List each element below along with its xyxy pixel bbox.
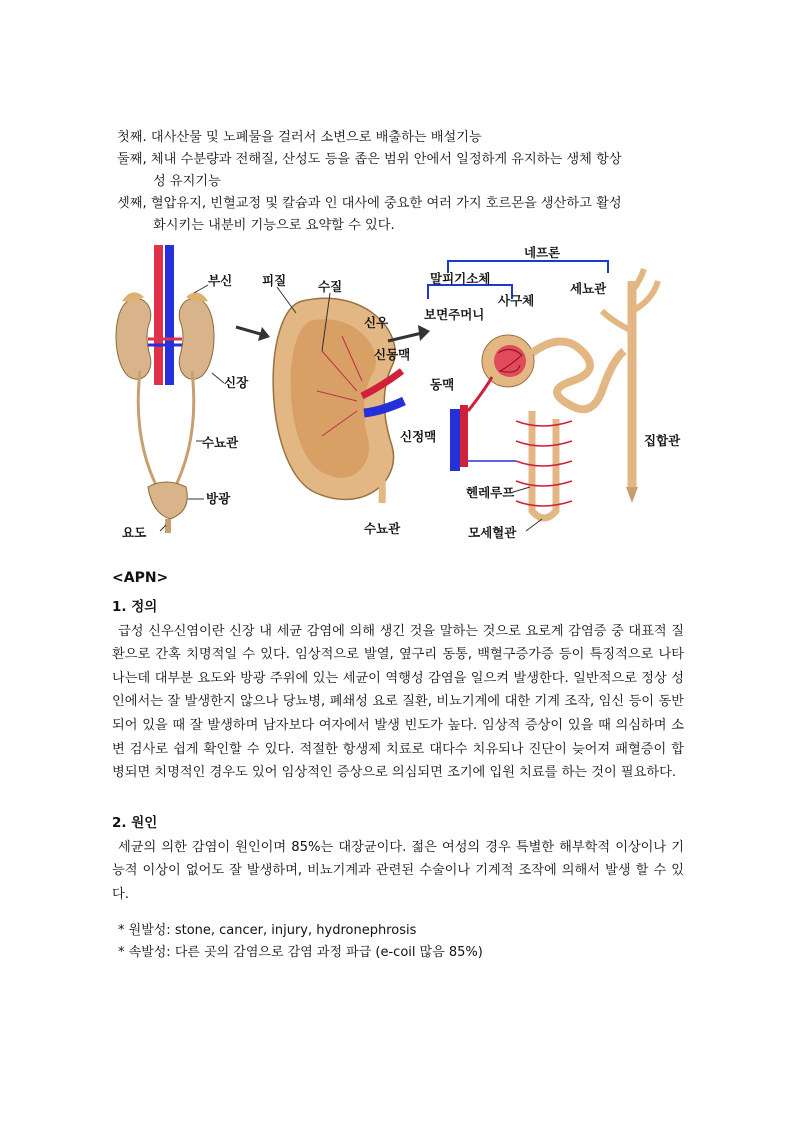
label-artery: 동맥 <box>430 377 455 392</box>
label-malpighian: 말피기소체 <box>430 271 491 286</box>
henle-loop-shape <box>532 411 556 518</box>
apn-title: <APN> <box>112 570 169 586</box>
intro-line-2: 둘째, 체내 수분량과 전해질, 산성도 등을 좁은 범위 안에서 일정하게 유지하는 생체 항상 <box>117 152 622 167</box>
bullet-primary: * 원발성: stone, cancer, injury, hydronephrosis <box>118 923 417 938</box>
label-capillary: 모세혈관 <box>468 525 517 540</box>
label-renal-vein: 신정맥 <box>400 429 437 444</box>
left-kidney-shape <box>116 299 151 380</box>
label-nephron: 네프론 <box>524 245 561 260</box>
label-renal-artery: 신동맥 <box>374 347 411 362</box>
section-cause <box>112 812 684 906</box>
capillary-network <box>516 421 572 506</box>
label-kidney: 신장 <box>224 375 249 390</box>
right-ureter-line <box>172 371 194 493</box>
label-urethra: 요도 <box>122 525 147 540</box>
label-cortex: 피질 <box>262 273 287 288</box>
vena-cava-shape <box>165 245 174 385</box>
intro-line-1: 첫째. 대사산물 및 노폐물을 걸러서 소변으로 배출하는 배설기능 <box>117 130 482 145</box>
kidney-diagram <box>112 241 692 545</box>
label-glomerulus: 사구체 <box>498 293 535 308</box>
urinary-system-illustration <box>116 245 249 540</box>
urethra-shape <box>165 519 171 533</box>
label-adrenal: 부신 <box>208 273 233 288</box>
arrow-1-shape <box>236 327 264 335</box>
nephron-illustration <box>423 245 681 540</box>
bullet-secondary: * 속발성: 다른 곳의 감염으로 감염 과정 파급 (e-coil 많음 85%) <box>118 945 483 960</box>
label-henle: 헨레루프 <box>466 485 515 500</box>
right-kidney-shape <box>179 299 214 380</box>
arrow-2-shape <box>388 333 422 341</box>
kidney-anatomy-figure <box>112 241 692 545</box>
artery-red-shape <box>460 405 468 467</box>
section-2-heading: 2. 원인 <box>112 815 158 831</box>
intro-line-3: 셋째, 혈압유지, 빈혈교정 및 칼슘과 인 대사에 중요한 여러 가지 호르몬을 생산하고 활성 <box>117 196 622 211</box>
section-definition <box>112 596 684 785</box>
intro-paragraph <box>117 127 677 237</box>
kidney-section-illustration <box>262 273 436 536</box>
section-2-body: 세균의 의한 감염이 원인이며 85%는 대장균이다. 젊은 여성의 경우 특별한 해부학적 이상이나 기능적 이상이 없어도 잘 발생하며, 비뇨기계과 관련된 수술이나 기계적 조작에 의해서 발생 할 수 있다. <box>112 839 684 902</box>
label-medulla: 수질 <box>318 279 343 294</box>
label-collecting-duct: 집합관 <box>644 433 681 448</box>
label-renal-pelvis: 신우 <box>364 315 389 330</box>
aorta-shape <box>154 245 163 385</box>
left-ureter-line <box>138 371 160 493</box>
label-bladder: 방광 <box>206 491 231 506</box>
section-1-body: 급성 신우신염이란 신장 내 세균 감염에 의해 생긴 것을 말하는 것으로 요로계 감염증 중 대표적 질환으로 간혹 치명적일 수 있다. 임상적으로 발열, 옆구리 동통, 백혈구증가증 등이 특징적으로 나타나는데 대부분 요도와 방광 주위에 있는 세균이 역행성 감염을 일으켜 발생한다. 일반적으로 정상 성인에서는 잘 발생한지 않으나 당뇨병, 폐쇄성 요로 질환, 비뇨기계에 대한 기계 조작, 임신 등이 동반되어 있을 때 잘 발생하며 남자보다 여자에서 발생 빈도가 높다. 임상적 증상이 있을 때 의심하며 소변 검사로 쉽게 확인할 수 있다. 적절한 항생제 치료로 대다수 치유되나 진단이 늦어져 패혈증이 합병되면 치명적인 경우도 있어 임상적인 증상으로 의심되면 조기에 입원 치료를 하는 것이 필요하다. <box>112 623 684 781</box>
label-ureter-left: 수뇨관 <box>202 435 239 450</box>
label-tubule: 세뇨관 <box>570 281 607 296</box>
label-ureter-mid: 수뇨관 <box>364 521 401 536</box>
cause-bullet-list <box>118 920 483 964</box>
section-1-heading: 1. 정의 <box>112 599 158 615</box>
artery-blue-shape <box>450 409 460 471</box>
intro-line-3-cont: 화시키는 내분비 기능으로 요약할 수 있다. <box>153 218 395 233</box>
intro-line-2-cont: 성 유지기능 <box>153 174 221 189</box>
tubule-shape <box>532 341 624 409</box>
bladder-shape <box>148 482 187 519</box>
label-bowman: 보면주머니 <box>424 307 485 322</box>
